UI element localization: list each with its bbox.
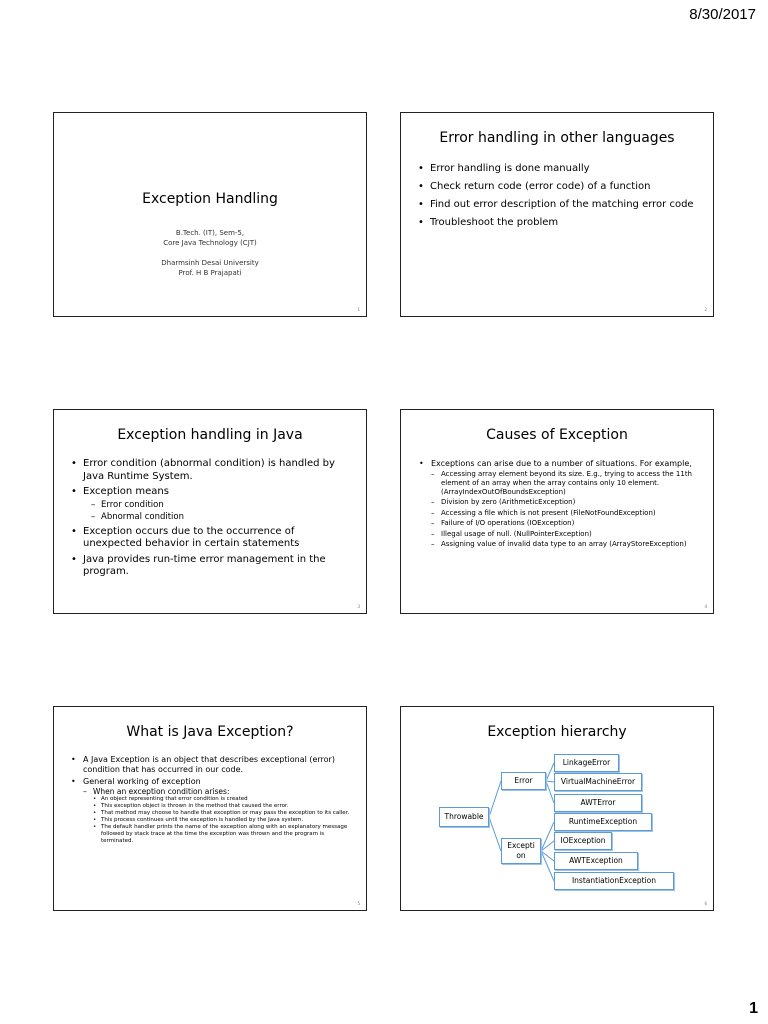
sub-list: [91, 499, 354, 523]
slide-title: Error handling in other languages: [439, 130, 675, 146]
bullet-item: [71, 777, 356, 845]
bullet-list: [71, 458, 354, 579]
subsub-item: • This process continues until the exception is handled by the Java system.: [93, 817, 356, 824]
node-io-exception: IOException: [554, 832, 612, 850]
node-exception: Exception: [501, 838, 541, 864]
subsub-item: • An object representing that error condition is created: [93, 796, 356, 803]
bullet-item: • Find out error description of the matching error code: [418, 198, 699, 211]
node-error: Error: [501, 772, 546, 790]
bullet-item: • Java provides run-time error management in the program.: [71, 554, 354, 579]
sub-text: When an exception condition arises:: [93, 787, 230, 796]
bullet-item: • Check return code (error code) of a function: [418, 180, 699, 193]
sub-item: – Accessing array element beyond its size. E.g., trying to access the 11th element of an array when the array contains only 10 element. (ArrayIndexOutOfBoundsException): [431, 470, 701, 497]
bullet-item: • Troubleshoot the problem: [418, 216, 699, 229]
slide-number: 3: [357, 604, 360, 609]
sub-list: [431, 470, 701, 550]
page-number: 1: [749, 1000, 758, 1017]
slide-title: Exception handling in Java: [117, 427, 303, 443]
connector-error-awterror: [546, 781, 554, 803]
slide-4: [400, 409, 714, 614]
sub-item: [83, 787, 356, 845]
bullet-item: • Error condition (abnormal condition) is handled by Java Runtime System.: [71, 458, 354, 483]
bullet-list: [71, 755, 356, 845]
subtitle-line: Prof. H B Prajapati: [178, 269, 242, 277]
subsub-item: • The default handler prints the name of the exception along with an explanatory message followed by stack trace at the time the exception was thrown and the program is terminated.: [93, 824, 356, 845]
slide-number: 1: [357, 307, 360, 312]
slide-title: Causes of Exception: [486, 427, 628, 443]
slide-1: [53, 112, 367, 317]
bullet-item: [419, 459, 701, 549]
bullet-text: General working of exception: [83, 777, 201, 786]
bullet-item: • Exception occurs due to the occurrence of unexpected behavior in certain statements: [71, 526, 354, 551]
bullet-item: [71, 486, 354, 523]
sub-item: – Illegal usage of null. (NullPointerException): [431, 530, 701, 539]
sub-item: – Error condition: [91, 499, 354, 511]
sub-item: – Failure of I/O operations (IOException): [431, 519, 701, 528]
print-date: 8/30/2017: [689, 6, 756, 23]
slide-title: Exception Handling: [142, 191, 278, 207]
node-awt-error: AWTError: [554, 794, 642, 812]
slide-5: [53, 706, 367, 911]
subsub-item: • That method may choose to handle that exception or may pass the exception to its caller.: [93, 810, 356, 817]
bullet-list: [418, 162, 699, 229]
slide-number: 2: [704, 307, 707, 312]
node-awt-exception: AWTException: [554, 852, 638, 870]
connector-error-linkage: [546, 763, 554, 781]
slide-number: 5: [357, 901, 360, 906]
subtitle-line: Core Java Technology (CJT): [163, 239, 257, 247]
sub-list: [83, 787, 356, 845]
sub-item: – Assigning value of invalid data type to an array (ArrayStoreException): [431, 540, 701, 549]
slide-number: 6: [704, 901, 707, 906]
node-runtime-exception: RuntimeException: [554, 813, 652, 831]
slide-number: 4: [704, 604, 707, 609]
connector-exception-runtime: [541, 822, 554, 851]
sub-item: – Division by zero (ArithmeticException): [431, 498, 701, 507]
node-instantiation-exception: InstantiationException: [554, 872, 674, 890]
sub-item: – Accessing a file which is not present (FileNotFoundException): [431, 509, 701, 518]
slide-2: [400, 112, 714, 317]
node-virtualmachine-error: VirtualMachineError: [554, 773, 642, 791]
slide-6: [400, 706, 714, 911]
slide-title: What is Java Exception?: [126, 724, 294, 740]
bullet-item: • Error handling is done manually: [418, 162, 699, 175]
subtitle-line: B.Tech. (IT), Sem-5,: [175, 229, 245, 237]
subtitle-line: Dharmsinh Desai University: [161, 259, 259, 267]
slide-title: Exception hierarchy: [487, 724, 627, 740]
bullet-text: Exception means: [83, 486, 169, 497]
connector-throwable-exception: [489, 817, 501, 851]
node-linkage-error: LinkageError: [554, 754, 619, 772]
slide-3: [53, 409, 367, 614]
subsub-item: • This exception object is thrown in the method that caused the error.: [93, 803, 356, 810]
sub-item: – Abnormal condition: [91, 511, 354, 523]
subsub-list: [93, 796, 356, 845]
bullet-list: [419, 459, 701, 549]
connector-error-vm: [546, 781, 554, 782]
connector-throwable-error: [489, 781, 501, 817]
bullet-text: Exceptions can arise due to a number of situations. For example,: [431, 459, 692, 468]
bullet-item: • A Java Exception is an object that describes exceptional (error) condition that has occurred in our code.: [71, 755, 356, 775]
node-throwable: Throwable: [439, 807, 489, 827]
